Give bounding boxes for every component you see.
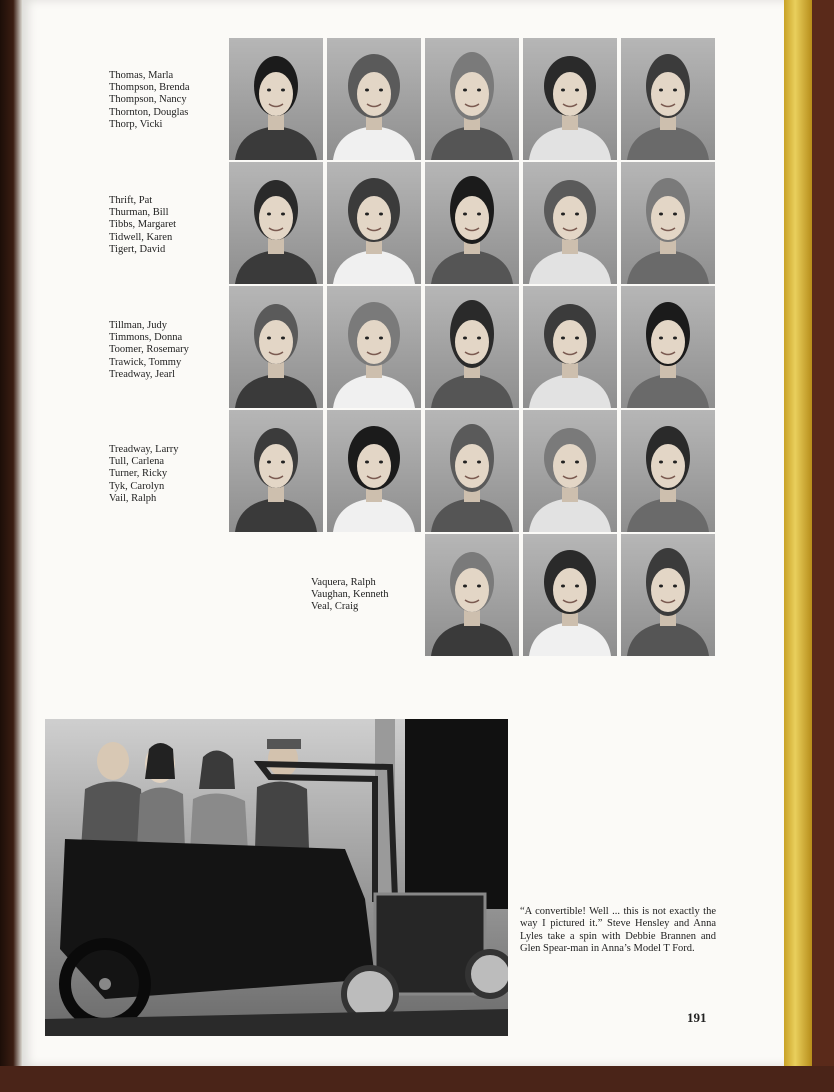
portrait-silhouette <box>327 162 421 284</box>
model-t-photo-illustration <box>45 719 508 1036</box>
student-portrait <box>425 410 519 532</box>
student-name: Trawick, Tommy <box>109 356 182 368</box>
portrait-silhouette <box>523 534 617 656</box>
student-name: Tigert, David <box>109 243 166 255</box>
portrait-silhouette <box>327 38 421 160</box>
portrait-silhouette <box>621 162 715 284</box>
student-portrait <box>425 534 519 656</box>
student-name: Treadway, Jearl <box>109 368 175 380</box>
name-list-row-3 <box>109 320 189 381</box>
portrait-silhouette <box>229 410 323 532</box>
student-name: Tillman, Judy <box>109 320 167 331</box>
student-name: Thornton, Douglas <box>109 106 189 118</box>
book-spine <box>0 0 22 1092</box>
portrait-silhouette <box>523 410 617 532</box>
portrait-silhouette <box>425 410 519 532</box>
student-portrait <box>523 286 617 408</box>
portrait-silhouette <box>621 534 715 656</box>
student-name: Tyk, Carolyn <box>109 480 165 492</box>
name-list-row-2 <box>109 195 176 256</box>
student-portrait <box>327 410 421 532</box>
student-portrait <box>229 162 323 284</box>
portrait-silhouette <box>425 534 519 656</box>
student-portrait <box>523 38 617 160</box>
student-portrait <box>523 162 617 284</box>
student-portrait <box>621 162 715 284</box>
portrait-silhouette <box>621 410 715 532</box>
student-portrait <box>621 286 715 408</box>
portrait-silhouette <box>327 410 421 532</box>
student-name: Thomas, Marla <box>109 70 174 81</box>
student-portrait <box>327 38 421 160</box>
student-name: Veal, Craig <box>311 601 359 613</box>
student-name: Timmons, Donna <box>109 332 183 344</box>
student-portrait <box>425 162 519 284</box>
student-name: Tull, Carlena <box>109 456 165 468</box>
student-portrait <box>229 286 323 408</box>
portrait-silhouette <box>425 162 519 284</box>
student-portrait <box>229 38 323 160</box>
student-portrait <box>229 410 323 532</box>
student-name: Thurman, Bill <box>109 207 169 219</box>
student-portrait <box>523 410 617 532</box>
page-number: 191 <box>687 1010 707 1025</box>
portrait-silhouette <box>229 38 323 160</box>
portrait-silhouette <box>621 38 715 160</box>
portrait-silhouette <box>327 286 421 408</box>
portrait-silhouette <box>523 38 617 160</box>
student-portrait <box>327 286 421 408</box>
model-t-ford-photo <box>45 719 508 1036</box>
student-portrait <box>327 162 421 284</box>
portrait-silhouette <box>425 38 519 160</box>
portrait-silhouette <box>425 286 519 408</box>
gilded-page-edge <box>784 0 812 1080</box>
book-cover-edge <box>812 0 834 1092</box>
student-name: Thompson, Brenda <box>109 82 190 94</box>
student-portrait <box>621 38 715 160</box>
student-name: Treadway, Larry <box>109 444 179 455</box>
student-portrait <box>621 534 715 656</box>
student-name: Thompson, Nancy <box>109 94 187 106</box>
name-list-row-4 <box>109 444 179 505</box>
name-list-row-1 <box>109 70 190 131</box>
student-portrait <box>425 286 519 408</box>
student-name: Tidwell, Karen <box>109 231 173 243</box>
book-bottom-edge <box>0 1066 834 1092</box>
student-name: Turner, Ricky <box>109 468 168 480</box>
student-name: Toomer, Rosemary <box>109 344 189 356</box>
portrait-silhouette <box>523 162 617 284</box>
student-name: Vaughan, Kenneth <box>311 589 389 601</box>
student-portrait <box>621 410 715 532</box>
student-name: Vail, Ralph <box>109 492 157 504</box>
name-list-row-5 <box>311 577 389 614</box>
photo-caption: “A convertible! Well ... this is not exactly the way I pictured it.” Steve Hensley and Anna Lyles take a spin with Debbie Brannen and Glen Spear-man in Anna’s Model T Ford. <box>520 906 716 955</box>
student-name: Vaquera, Ralph <box>311 577 376 588</box>
student-portrait <box>425 38 519 160</box>
student-name: Thrift, Pat <box>109 195 153 206</box>
portrait-silhouette <box>621 286 715 408</box>
portrait-silhouette <box>229 162 323 284</box>
student-name: Tibbs, Margaret <box>109 219 177 231</box>
student-name: Thorp, Vicki <box>109 118 163 130</box>
student-portrait <box>523 534 617 656</box>
portrait-silhouette <box>523 286 617 408</box>
portrait-silhouette <box>229 286 323 408</box>
